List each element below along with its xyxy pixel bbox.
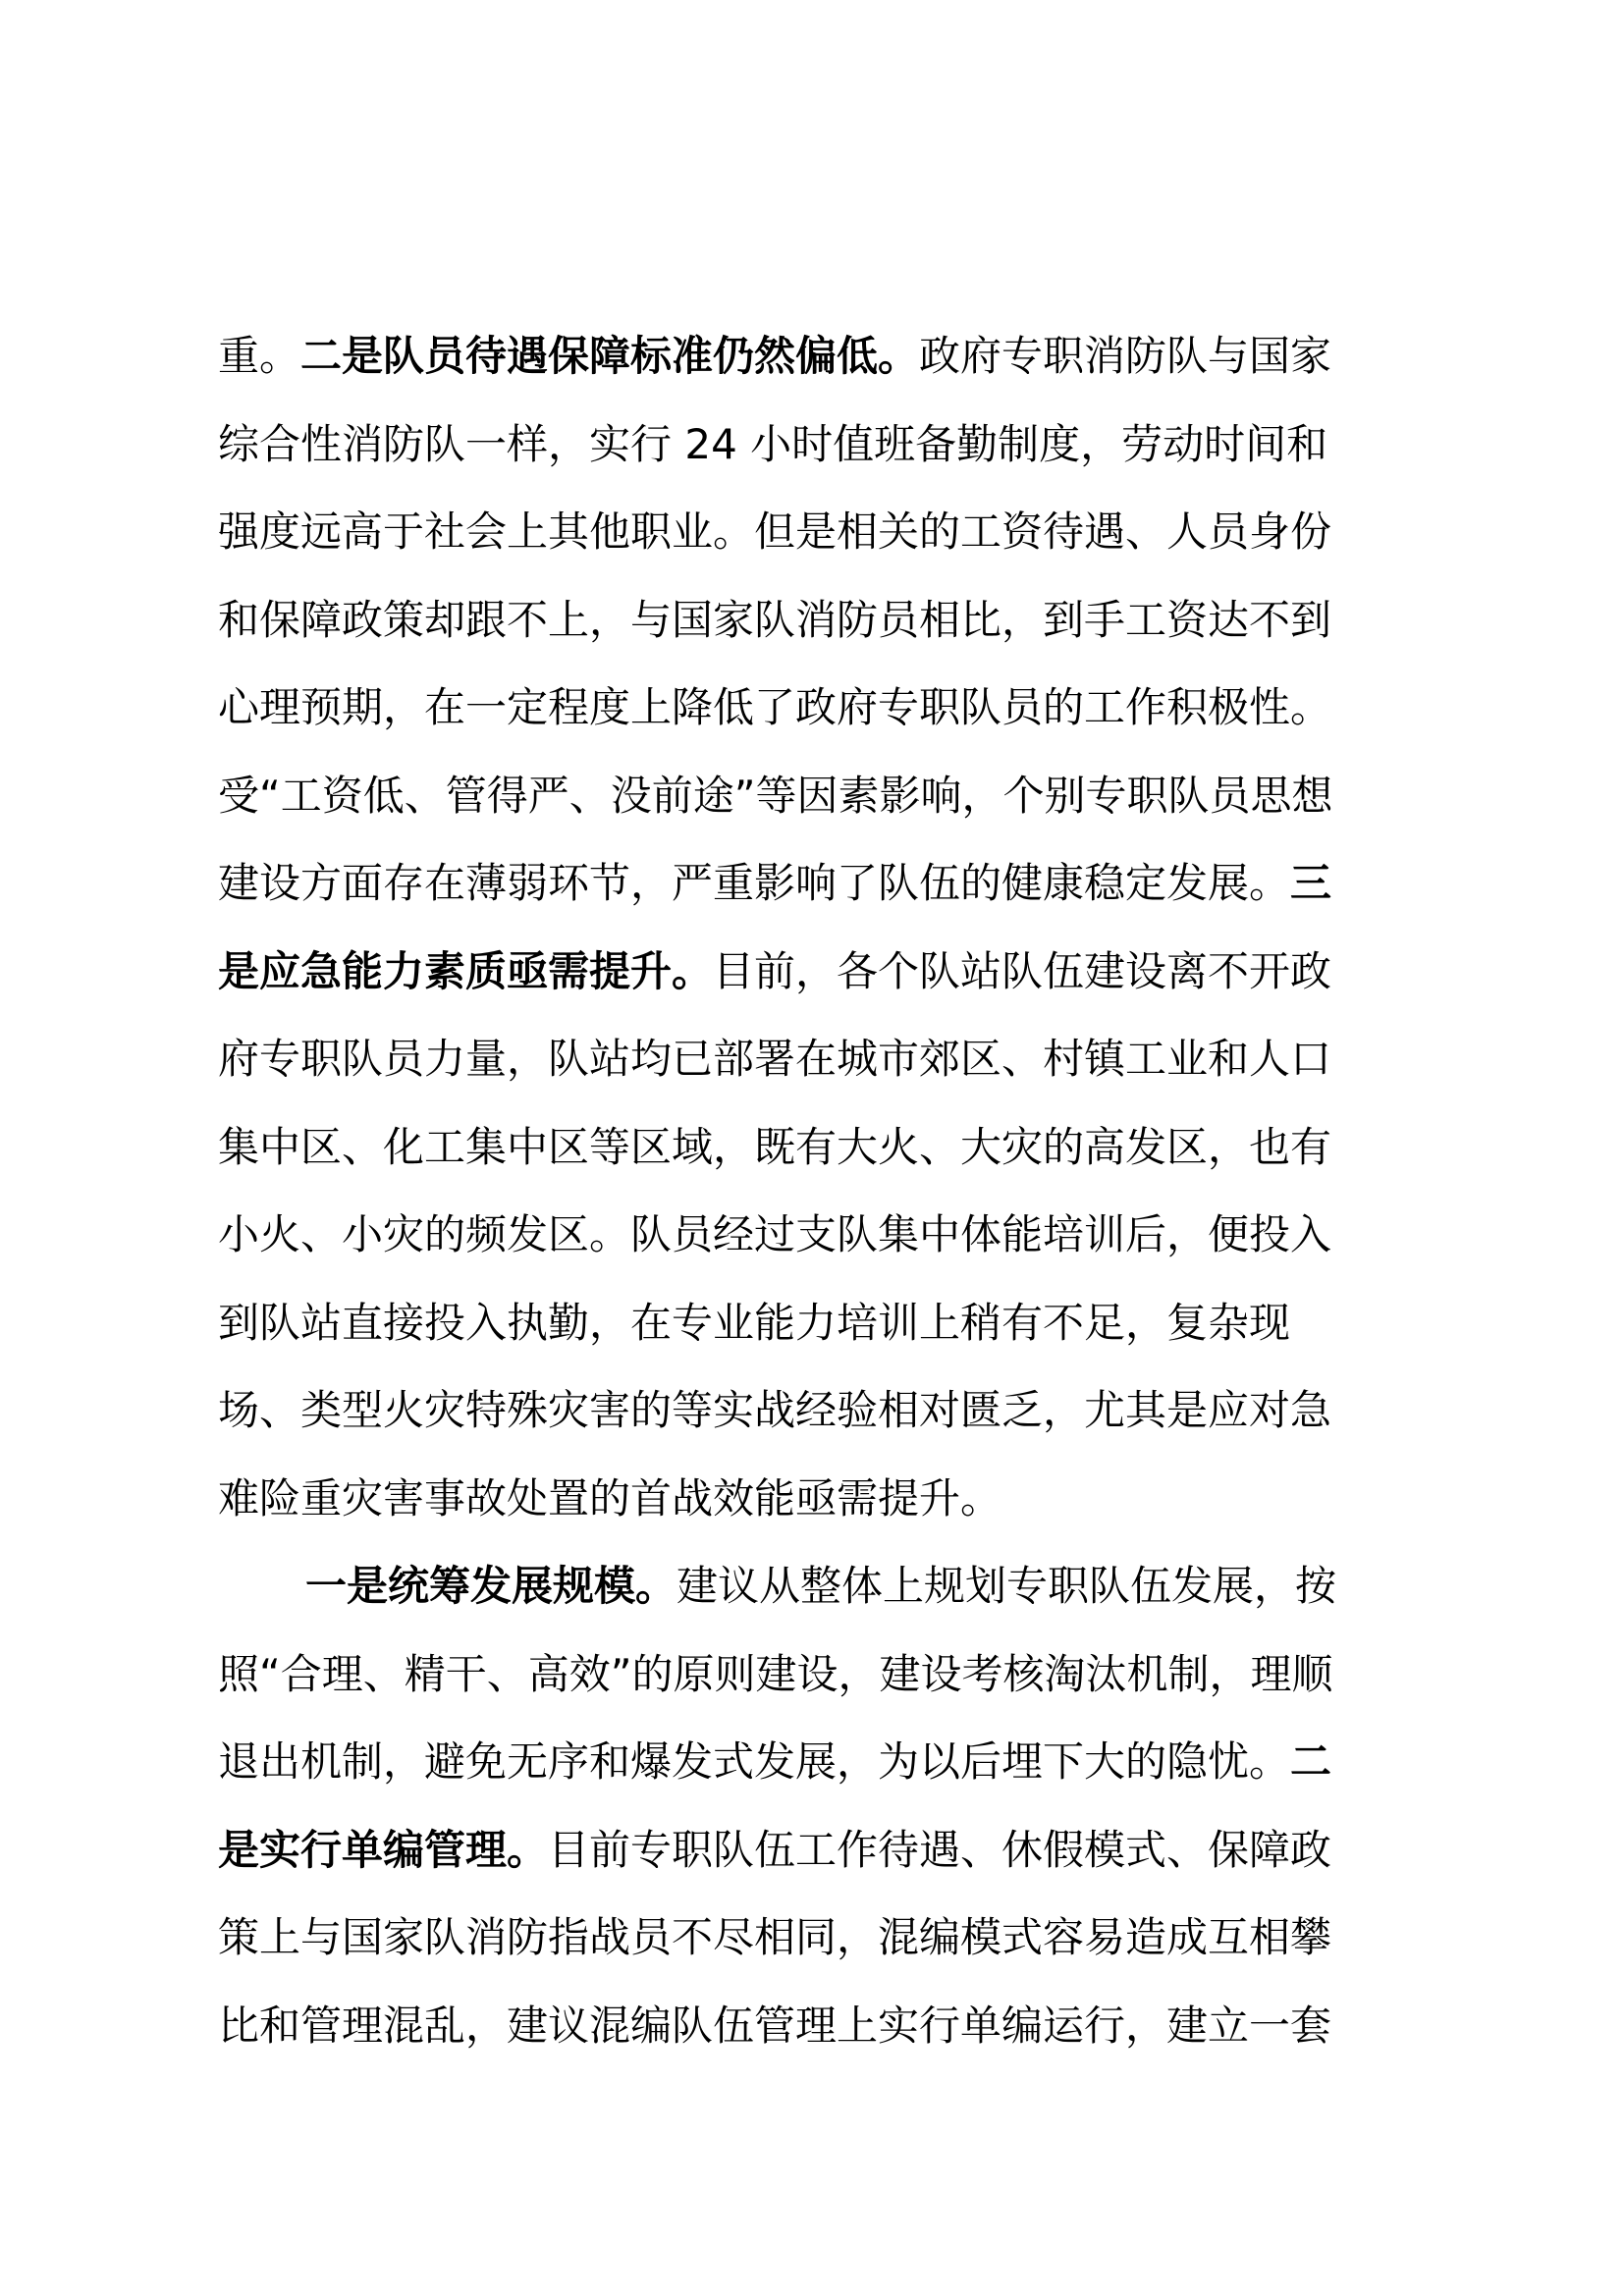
text-line: [218, 928, 1331, 1016]
text-segment: 目前，各个队站队伍建设离不开政: [713, 947, 1332, 995]
bold-heading-segment: 二是队员待遇保障标准仍然偏低。: [300, 332, 920, 380]
text-line: [218, 1191, 1331, 1279]
text-segment: 和保障政策却跟不上，与国家队消防员相比，到手工资达不到: [218, 596, 1332, 644]
text-line: [218, 1806, 1331, 1895]
text-segment: 场、类型火灾特殊灾害的等实战经验相对匮乏，尤其是应对急: [218, 1386, 1332, 1434]
text-line: [218, 752, 1333, 840]
text-line: [218, 1718, 1331, 1806]
text-line: [218, 839, 1331, 928]
text-segment: 受“工资低、管得严、没前途”等因素影响，个别专职队员思想: [218, 772, 1333, 820]
text-segment: 心理预期，在一定程度上降低了政府专职队员的工作积极性。: [218, 683, 1332, 731]
text-segment: 集中区、化工集中区等区域，既有大火、大灾的高发区，也有: [218, 1123, 1332, 1171]
text-line: [218, 1982, 1331, 2070]
text-segment: 到队站直接投入执勤，在专业能力培训上稍有不足，复杂现: [218, 1299, 1291, 1347]
text-segment: 难险重灾害事故处置的首战效能亟需提升。: [218, 1474, 1002, 1522]
text-segment: 建议从整体上规划专职队伍发展，按: [676, 1562, 1337, 1610]
bold-heading-segment: 二: [1290, 1737, 1332, 1786]
text-segment: 政府专职消防队与国家: [919, 332, 1332, 380]
text-line: [218, 1894, 1331, 1982]
text-segment: 照“合理、精干、高效”的原则建设，建设考核淘汰机制，理顺: [218, 1650, 1333, 1698]
text-line: [218, 664, 1331, 752]
bold-heading-segment: 一是统筹发展规模。: [305, 1562, 677, 1610]
text-segment: 小火、小灾的频发区。队员经过支队集中体能培训后，便投入: [218, 1210, 1332, 1258]
text-line: [218, 1455, 1001, 1543]
text-line: [218, 400, 1327, 489]
text-segment: 策上与国家队消防指战员不尽相同，混编模式容易造成互相攀: [218, 1913, 1332, 1961]
text-line: [218, 576, 1331, 665]
text-line: [218, 312, 1331, 400]
text-segment: 建设方面存在薄弱环节，严重影响了队伍的健康稳定发展。: [218, 859, 1291, 907]
bold-heading-segment: 是应急能力素质亟需提升。: [218, 947, 714, 995]
text-line: [218, 1103, 1331, 1192]
text-line: [218, 1015, 1331, 1103]
text-segment: 退出机制，避免无序和爆发式发展，为以后埋下大的隐忧。: [218, 1737, 1291, 1786]
bold-heading-segment: 是实行单编管理。: [218, 1826, 549, 1874]
text-line: [218, 1279, 1290, 1367]
bold-heading-segment: 三: [1290, 859, 1332, 907]
text-segment: 重。: [218, 332, 301, 380]
paragraph-first-line: [305, 1542, 1336, 1630]
text-segment: 强度远高于社会上其他职业。但是相关的工资待遇、人员身份: [218, 507, 1332, 556]
text-segment: 比和管理混乱，建议混编队伍管理上实行单编运行，建立一套: [218, 2002, 1332, 2050]
text-line: [218, 1366, 1331, 1455]
text-segment: 府专职队员力量，队站均已部署在城市郊区、村镇工业和人口: [218, 1035, 1332, 1083]
text-segment: 目前专职队伍工作待遇、休假模式、保障政: [548, 1826, 1332, 1874]
text-line: [218, 1630, 1333, 1719]
text-segment: 综合性消防队一样，实行 24 小时值班备勤制度，劳动时间和: [218, 420, 1328, 468]
text-line: [218, 488, 1331, 576]
